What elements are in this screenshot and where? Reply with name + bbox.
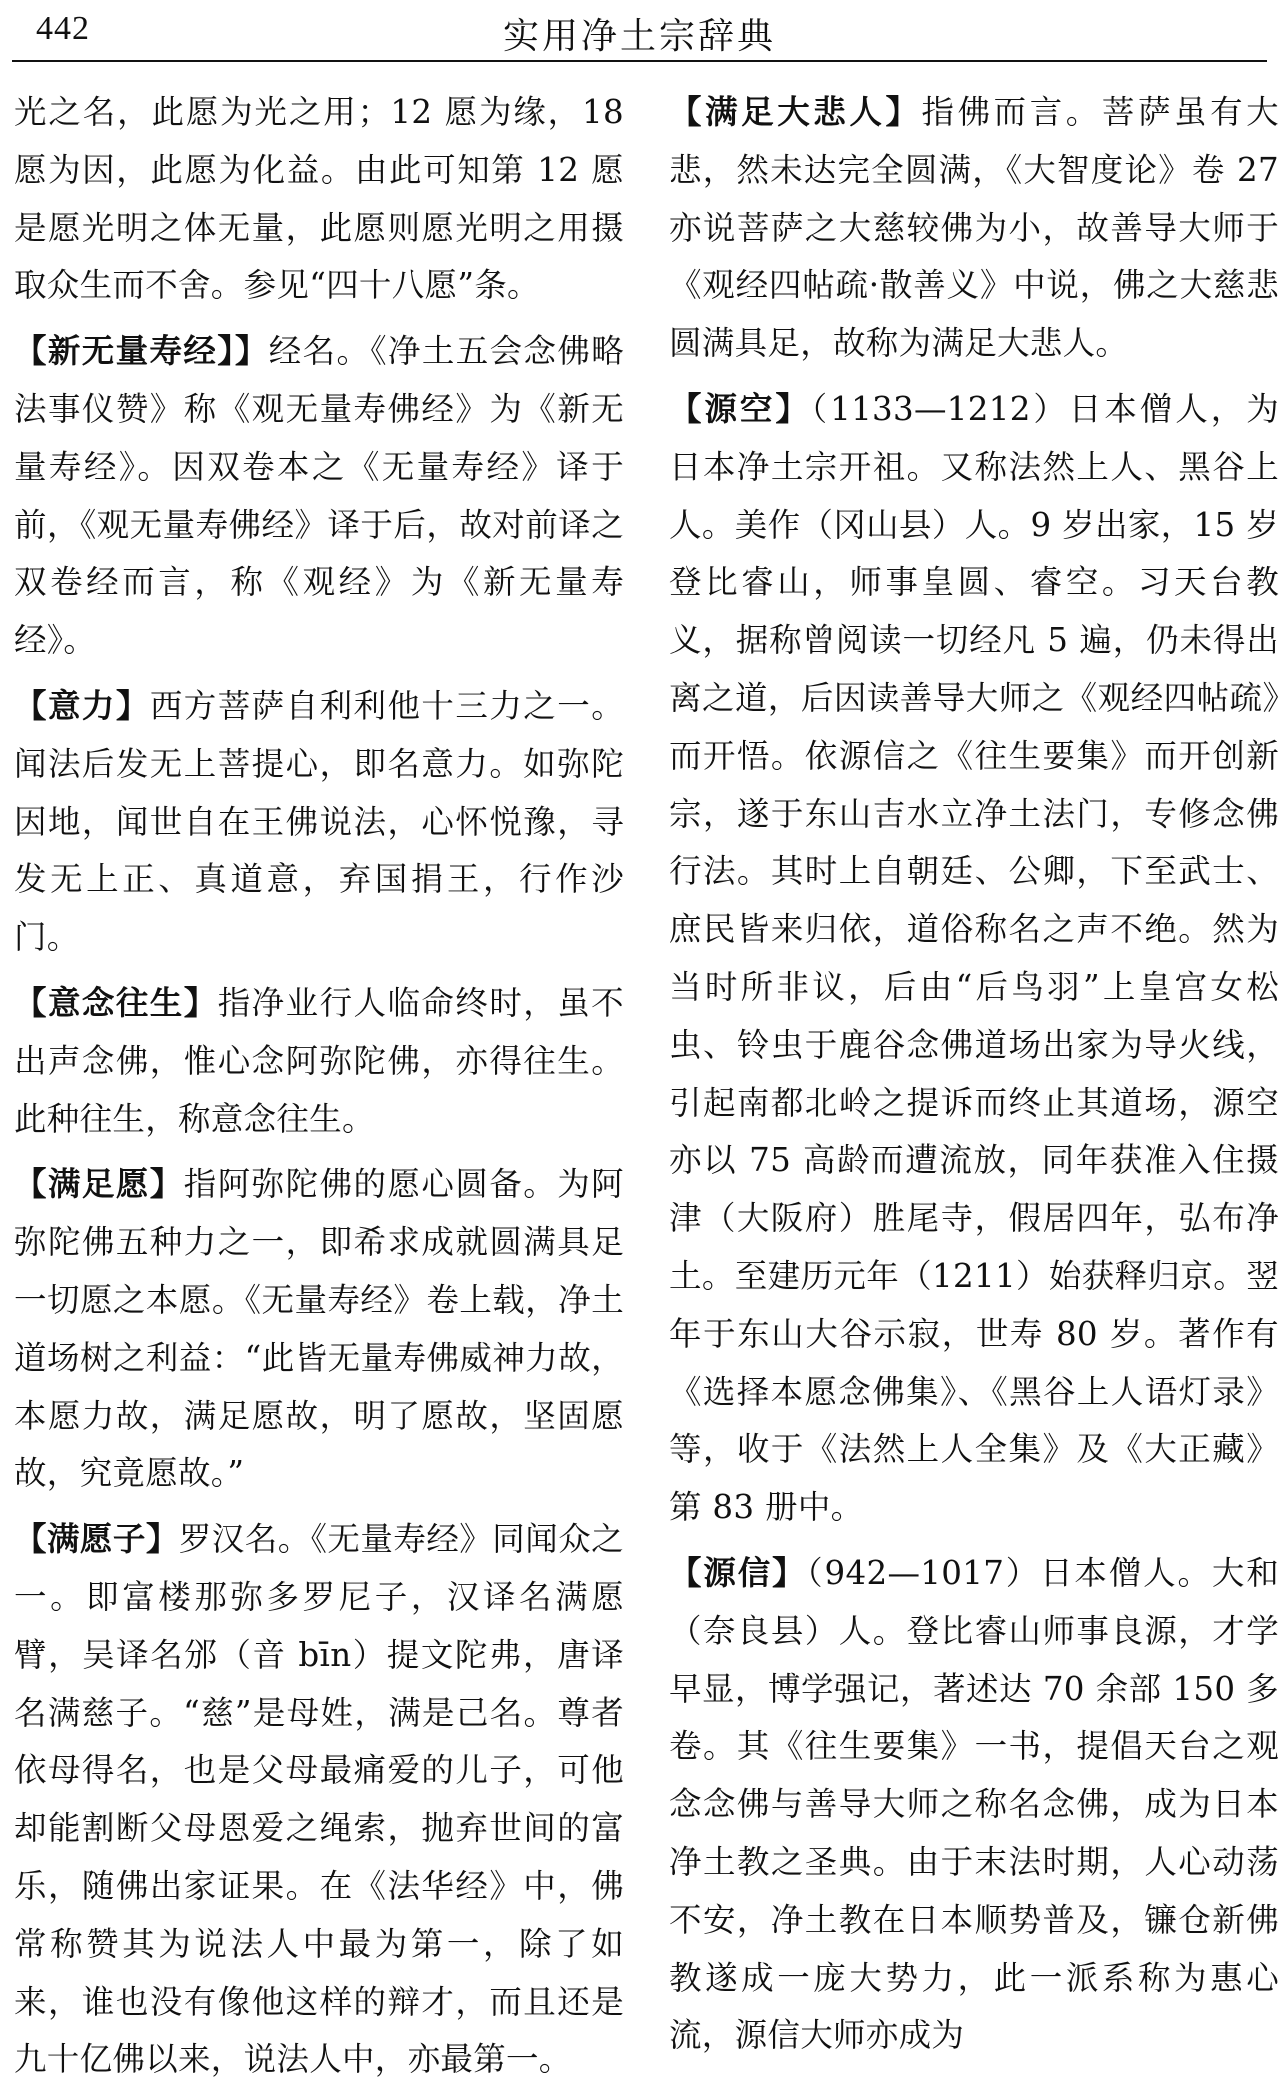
entry-body: 西方菩萨自利利他十三力之一。闻法后发无上菩提心，即名意力。如弥陀因地，闻世自在王佛说法，心怀悦豫，寻发无上正、真道意，弃国捐王，行作沙门。 — [14, 686, 624, 957]
entry-yinian-wangsheng — [14, 975, 624, 1148]
dictionary-columns — [14, 84, 1279, 2079]
entry-headword: 【源信】 — [669, 1553, 807, 1592]
entry-body: （1133—1212）日本僧人，为日本净土宗开祖。又称法然上人、黑谷上人。美作（冈山县）人。9 岁出家，15 岁登比睿山，师事皇圆、睿空。习天台教义，据称曾阅读一切经凡 5 遍，仍未得出离之道，后因读善导大师之《观经四帖疏》而开悟。依源信之《往生要集》而开创新宗，遂于东山吉水立净土法门，专修念佛行法。其时上自朝廷、公卿，下至武士、庶民皆来归依，道俗称名之声不绝。然为当时所非议，后由“后鸟羽”上皇宫女松虫、铃虫于鹿谷念佛道场出家为导火线，引起南都北岭之提诉而终止其道场，源空亦以 75 高龄而遭流放，同年获准入住摄津（大阪府）胜尾寺，假居四年，弘布净土。至建历元年（1211）始获释归京。翌年于东山大谷示寂，世寿 80 岁。著作有《选择本愿念佛集》、《黑谷上人语灯录》等，收于《法然上人全集》及《大正藏》第 83 册中。 — [669, 389, 1279, 1527]
entry-body: 罗汉名。《无量寿经》同闻众之一。即富楼那弥多罗尼子，汉译名满愿臂，吴译名邠（音 bīn）提文陀弗，唐译名满慈子。“慈”是母姓，满是己名。尊者依母得名，也是父母最痛爱的儿子，可他却能割断父母恩爱之绳索，抛弃世间的富乐，随佛出家证果。在《法华经》中，佛常称赞其为说法人中最为第一，除了如来，谁也没有像他这样的辩才，而且还是九十亿佛以来，说法人中，亦最第一。 — [14, 1520, 624, 2079]
entry-headword: 【新无量寿经】】 — [14, 332, 269, 371]
page-number: 442 — [36, 10, 90, 47]
entry-body: 经名。《净土五会念佛略法事仪赞》称《观无量寿佛经》为《新无量寿经》。因双卷本之《无量寿经》译于前，《观无量寿佛经》译于后，故对前译之双卷经而言，称《观经》为《新无量寿经》。 — [14, 332, 624, 660]
right-column — [669, 84, 1279, 2055]
entry-yi-li — [14, 678, 624, 967]
entry-continuation — [14, 84, 624, 315]
entry-headword: 【满足大悲人】 — [669, 93, 922, 131]
entry-headword: 【满足愿】 — [14, 1165, 184, 1204]
entry-headword: 【意力】 — [14, 686, 150, 725]
header-rule — [12, 60, 1267, 62]
entry-headword: 【源空】 — [669, 389, 811, 428]
entry-body: 光之名，此愿为光之用；12 愿为缘，18 愿为因，此愿为化益。由此可知第 12 愿是愿光明之体无量，此愿则愿光明之用摄取众生而不舍。参见“四十八愿”条。 — [14, 93, 624, 305]
running-title: 实用净土宗辞典 — [502, 16, 776, 57]
entry-yuanxin — [669, 1545, 1279, 2065]
entry-yuankong — [669, 381, 1279, 1537]
entry-body: 指阿弥陀佛的愿心圆备。为阿弥陀佛五种力之一，即希求成就圆满具足一切愿之本愿。《无量寿经》卷上载，净土道场树之利益：“此皆无量寿佛威神力故，本愿力故，满足愿故，明了愿故，坚固愿故，究竟愿故。” — [14, 1165, 624, 1493]
entry-body: 指佛而言。菩萨虽有大悲，然未达完全圆满，《大智度论》卷 27 亦说菩萨之大慈较佛为小，故善导大师于《观经四帖疏·散善义》中说，佛之大慈悲圆满具足，故称为满足大悲人。 — [669, 93, 1279, 363]
entry-xin-wuliangshou-jing — [14, 323, 624, 670]
page-header — [0, 0, 1279, 64]
left-column — [14, 84, 624, 2079]
entry-headword: 【意念往生】 — [14, 983, 218, 1022]
entry-manzu-dabei-ren — [669, 84, 1279, 373]
entry-headword: 【满愿子】 — [14, 1520, 179, 1559]
entry-body: 指净业行人临命终时，虽不出声念佛，惟心念阿弥陀佛，亦得往生。此种往生，称意念往生。 — [14, 983, 624, 1138]
entry-body: （942—1017）日本僧人。大和（奈良县）人。登比睿山师事良源，才学早显，博学强记，著述达 70 余部 150 多卷。其《往生要集》一书，提倡天台之观念念佛与善导大师之称名念佛，成为日本净土教之圣典。由于末法时期，人心动荡不安，净土教在日本顺势普及，镰仓新佛教遂成一庞大势力，此一派系称为惠心流，源信大师亦成为 — [669, 1553, 1279, 2055]
entry-manyuan-zi — [14, 1511, 624, 2089]
entry-manzu-yuan — [14, 1156, 624, 1503]
